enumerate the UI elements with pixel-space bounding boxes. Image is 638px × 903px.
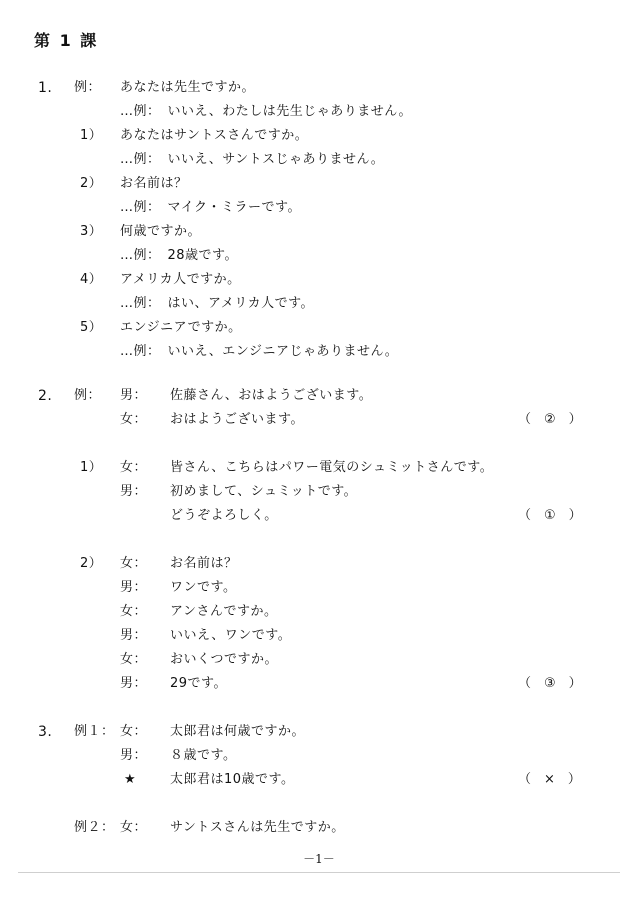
dialogue-speaker: 女： [120,604,148,619]
section-1-q3-answer: …例： 28歳です。 [120,248,239,263]
dialogue-line: おいくつですか。 [170,652,279,667]
section-3-example-2-label: 例２： [74,820,115,835]
dialogue-line: 太郎君は10歳です。 [170,772,295,787]
dialogue-speaker: 男： [120,748,148,763]
dialogue-line: 太郎君は何歳ですか。 [170,724,306,739]
section-3-example-1-label: 例１： [74,724,115,739]
dialogue-speaker: 女： [120,460,148,475]
dialogue-line: おはようございます。 [170,412,304,427]
section-1-number: 1. [38,80,53,96]
section-1-q1-label: 1） [80,128,103,143]
section-1-example-label: 例： [74,80,102,95]
section-1-q4-question: アメリカ人ですか。 [120,272,241,287]
dialogue-speaker: 男： [120,580,148,595]
section-1-q4-answer: …例： はい、アメリカ人です。 [120,296,315,311]
page-number: －1－ [303,852,335,866]
section-3-number: 3. [38,724,53,740]
section-2-number: 2. [38,388,53,404]
dialogue-line: 初めまして、シュミットです。 [170,484,358,499]
section-1-q4-label: 4） [80,272,103,287]
section-2-q1-label: 1） [80,460,103,475]
section-1-q2-answer: …例： マイク・ミラーです。 [120,200,301,215]
answer-box: （ ② ） [518,412,582,427]
dialogue-line: いいえ、ワンです。 [170,628,292,643]
dialogue-line: 皆さん、こちらはパワー電気のシュミットさんです。 [170,460,494,475]
section-2-example-label: 例： [74,388,102,403]
lesson-title: 第 1 課 [34,31,99,50]
answer-box: （ × ） [518,772,581,787]
section-1-q1-question: あなたはサントスさんですか。 [120,128,309,143]
answer-box: （ ③ ） [518,676,582,691]
dialogue-speaker: 男： [120,388,148,403]
dialogue-speaker: 男： [120,484,148,499]
section-1-q5-label: 5） [80,320,103,335]
star-icon: ★ [124,772,137,787]
dialogue-line: 29です。 [170,676,228,691]
section-1-q5-answer: …例： いいえ、エンジニアじゃありません。 [120,344,399,359]
section-1-example-answer: …例： いいえ、わたしは先生じゃありません。 [120,104,413,119]
section-1-q3-label: 3） [80,224,103,239]
dialogue-line: お名前は？ [170,556,238,571]
section-1-q2-label: 2） [80,176,103,191]
dialogue-line: 佐藤さん、おはようございます。 [170,388,373,403]
dialogue-line: ８歳です。 [170,748,237,763]
dialogue-speaker: 女： [120,820,148,835]
dialogue-speaker: 女： [120,652,148,667]
section-2-q2-label: 2） [80,556,103,571]
section-1-example-question: あなたは先生ですか。 [120,80,256,95]
dialogue-line: アンさんですか。 [170,604,278,619]
dialogue-speaker: 女： [120,724,148,739]
section-1-q5-question: エンジニアですか。 [120,320,242,335]
section-1-q3-question: 何歳ですか。 [120,224,202,239]
answer-box: （ ① ） [518,508,582,523]
dialogue-speaker: 女： [120,412,148,427]
dialogue-speaker: 男： [120,676,148,691]
bottom-divider [18,872,620,873]
dialogue-speaker: 男： [120,628,148,643]
section-1-q2-question: お名前は？ [120,176,188,191]
dialogue-line: ワンです。 [170,580,237,595]
dialogue-line: どうぞよろしく。 [170,508,278,523]
dialogue-line: サントスさんは先生ですか。 [170,820,345,835]
dialogue-speaker: 女： [120,556,148,571]
section-1-q1-answer: …例： いいえ、サントスじゃありません。 [120,152,385,167]
